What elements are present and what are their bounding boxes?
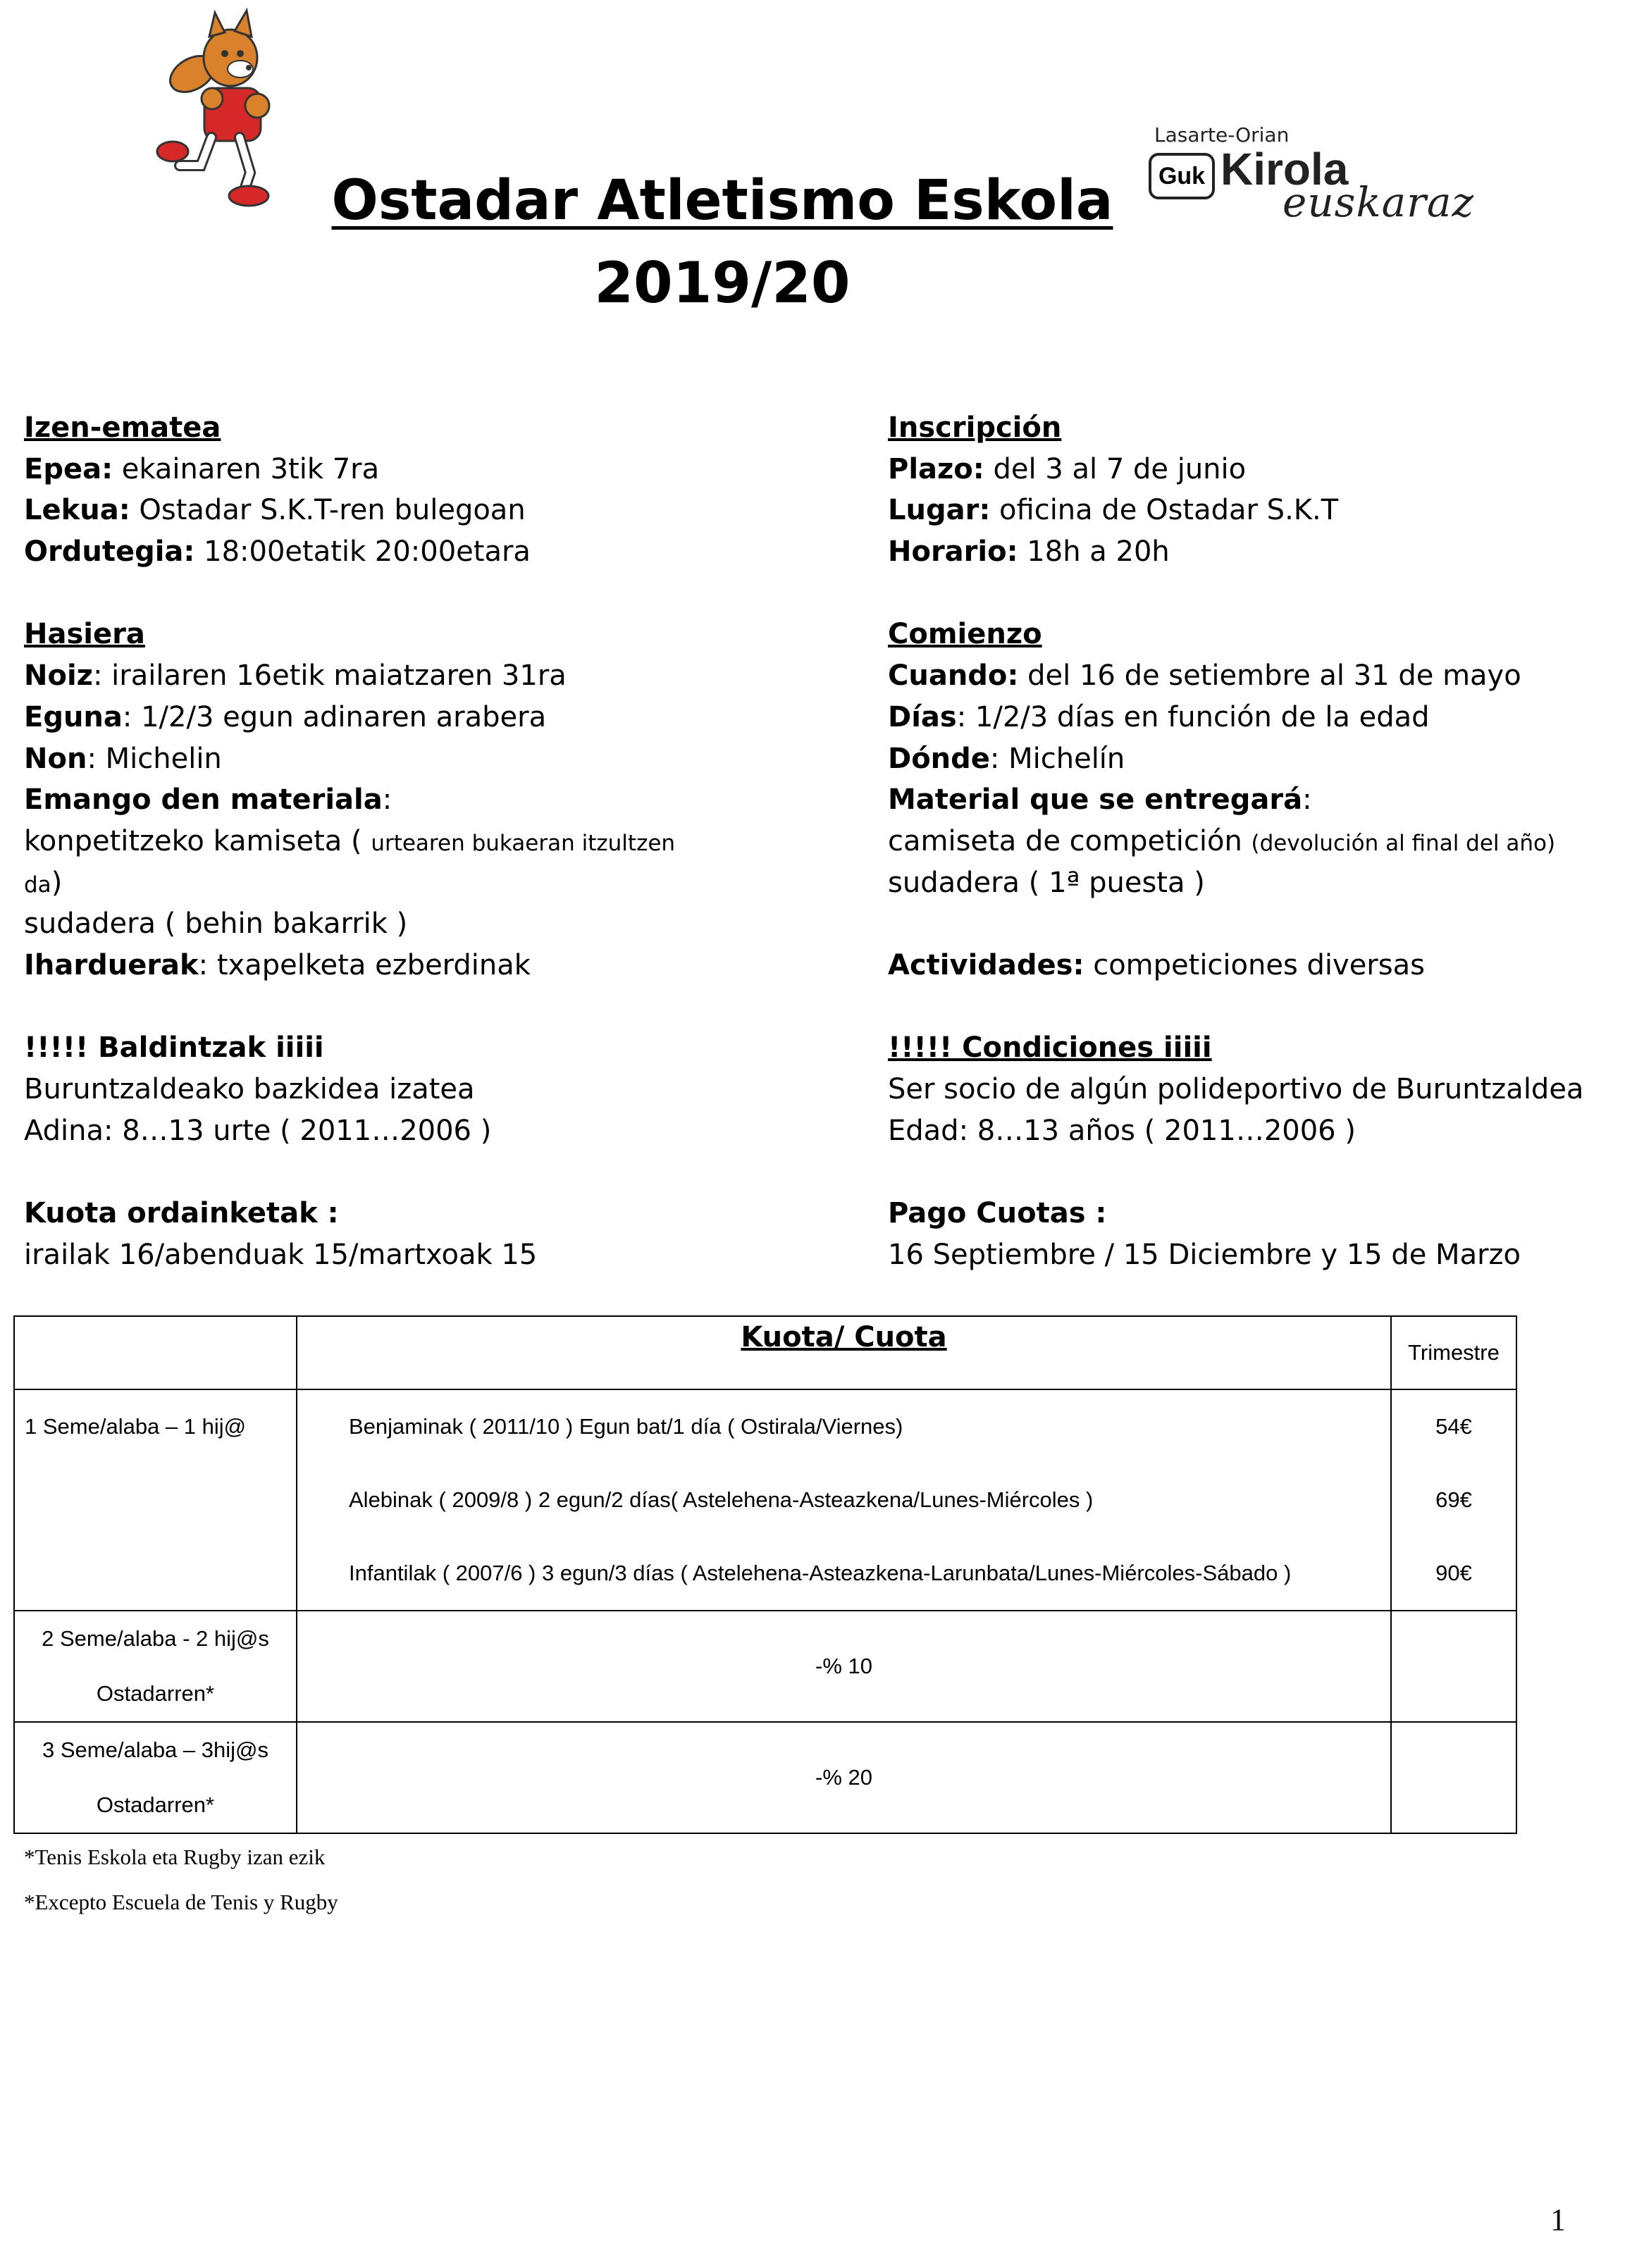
price-alevin: 69€ <box>1435 1487 1472 1512</box>
fee-table <box>13 1315 1517 1834</box>
fee-table-row-two-children <box>14 1611 1516 1722</box>
when-label-eu: Noiz <box>24 659 93 693</box>
material-label-eu: Emango den materiala <box>24 783 383 817</box>
conditions-heading-es: !!!!! Condiciones iiiii <box>888 1031 1212 1065</box>
two-children-label-line1: 2 Seme/alaba - 2 hij@s <box>42 1626 269 1651</box>
fees-value-eu: irailak 16/abenduak 15/martxoak 15 <box>24 1238 538 1271</box>
brand-euskaraz: euskaraz <box>1283 178 1475 226</box>
material-line2-es: sudadera ( 1ª puesta ) <box>888 866 1205 899</box>
day-label-es: Días <box>888 700 957 733</box>
page-number: 1 <box>1550 2202 1566 2237</box>
fee-table-row-three-children <box>14 1722 1516 1833</box>
three-children-discount: -% 20 <box>297 1722 1391 1833</box>
place-label-es: Lugar: <box>888 494 991 527</box>
fees-heading-eu: Kuota ordainketak : <box>24 1197 339 1230</box>
price-benjamin: 54€ <box>1435 1414 1472 1439</box>
footnote-basque: *Tenis Eskola eta Rugby izan ezik <box>24 1845 326 1869</box>
period-label-es: Plazo: <box>888 452 984 485</box>
day-label-eu: Eguna <box>24 700 123 733</box>
three-children-label-line1: 3 Seme/alaba – 3hij@s <box>42 1737 268 1762</box>
when-value-eu: : irailaren 16etik maiatzaren 31ra <box>92 659 567 693</box>
brand-kirola: Kirola <box>1220 144 1349 194</box>
condition2-es: Edad: 8…13 años ( 2011…2006 ) <box>888 1114 1356 1147</box>
fee-table-title: Kuota/ Cuota <box>297 1316 1391 1389</box>
when-label-es: Cuando: <box>888 659 1019 693</box>
activities-value-es: competiciones diversas <box>1084 948 1425 981</box>
page-title: Ostadar Atletismo Eskola <box>331 169 1113 233</box>
hours-label-es: Horario: <box>888 535 1018 569</box>
fees-value-es: 16 Septiembre / 15 Diciembre y 15 de Marzo <box>888 1238 1521 1271</box>
fee-table-period-header: Trimestre <box>1391 1316 1516 1389</box>
three-children-label-line2: Ostadarren* <box>96 1792 215 1817</box>
brand-guk-badge: Guk <box>1149 153 1215 199</box>
brand-tagline: Lasarte-Orian <box>1154 123 1290 147</box>
group-infantil: Infantilak ( 2007/6 ) 3 egun/3 días ( Astelehena-Asteazkena-Larunbata/Lunes-Miércoles-Sábado ) <box>349 1561 1292 1585</box>
hours-value-eu: 18:00etatik 20:00etara <box>194 535 531 569</box>
spanish-column <box>888 407 1635 1275</box>
one-child-label: 1 Seme/alaba – 1 hij@ <box>25 1414 247 1439</box>
condition2-eu: Adina: 8…13 urte ( 2011…2006 ) <box>24 1114 492 1147</box>
conditions-heading-eu: !!!!! Baldintzak iiiii <box>24 1031 324 1065</box>
material-line1-eu: konpetitzeko kamiseta ( <box>24 824 371 857</box>
where-value-es: : Michelín <box>989 742 1125 775</box>
fee-table-header-row <box>14 1316 1516 1389</box>
where-value-eu: : Michelin <box>87 742 222 775</box>
two-children-discount: -% 10 <box>297 1611 1391 1722</box>
material-line2-note-eu: da <box>24 872 51 898</box>
day-value-es: : 1/2/3 días en función de la edad <box>956 700 1430 733</box>
day-value-eu: : 1/2/3 egun adinaren arabera <box>122 700 547 733</box>
start-heading-eu: Hasiera <box>24 618 145 651</box>
registration-heading-es: Inscripción <box>888 411 1062 444</box>
material-line1-note-eu: urtearen bukaeran itzultzen <box>371 830 676 856</box>
basque-column <box>24 407 834 1275</box>
period-value-es: del 3 al 7 de junio <box>984 452 1247 485</box>
activities-label-es: Actividades: <box>888 948 1084 981</box>
price-infantil: 90€ <box>1435 1561 1472 1585</box>
condition1-eu: Buruntzaldeako bazkidea izatea <box>24 1073 475 1105</box>
two-children-label-line2: Ostadarren* <box>96 1681 215 1706</box>
where-label-es: Dónde <box>888 742 990 775</box>
hours-value-es: 18h a 20h <box>1018 535 1170 569</box>
registration-heading-eu: Izen-ematea <box>24 411 221 444</box>
material-line2-eu: ) <box>51 866 63 899</box>
fee-table-header-empty <box>14 1316 297 1389</box>
period-label-eu: Epea: <box>24 452 113 485</box>
material-line3-eu: sudadera ( behin bakarrik ) <box>24 907 408 941</box>
material-line1-note-es: (devolución al final del año) <box>1251 830 1556 856</box>
material-colon-eu: : <box>382 783 393 817</box>
fees-heading-es: Pago Cuotas : <box>888 1197 1107 1230</box>
place-label-eu: Lekua: <box>24 494 130 527</box>
hours-label-eu: Ordutegia: <box>24 535 195 569</box>
page-subtitle-year: 2019/20 <box>594 250 851 316</box>
period-value-eu: ekainaren 3tik 7ra <box>113 452 380 485</box>
footnote-spanish: *Excepto Escuela de Tenis y Rugby <box>24 1890 338 1914</box>
fee-table-row-one-child <box>14 1389 1516 1611</box>
place-value-es: oficina de Ostadar S.K.T <box>990 494 1339 527</box>
where-label-eu: Non <box>24 742 87 775</box>
material-label-es: Material que se entregará <box>888 783 1303 817</box>
activities-label-eu: Iharduerak <box>24 948 199 981</box>
when-value-es: del 16 de setiembre al 31 de mayo <box>1018 659 1521 693</box>
material-line1-es: camiseta de competición <box>888 824 1251 857</box>
group-benjamin: Benjaminak ( 2011/10 ) Egun bat/1 día ( Ostirala/Viernes) <box>349 1414 903 1439</box>
place-value-eu: Ostadar S.K.T-ren bulegoan <box>130 494 526 527</box>
group-alevin: Alebinak ( 2009/8 ) 2 egun/2 días( Astelehena-Asteazkena/Lunes-Miércoles ) <box>349 1487 1094 1512</box>
activities-value-eu: : txapelketa ezberdinak <box>198 948 531 981</box>
condition1-es: Ser socio de algún polideportivo de Buruntzaldea <box>888 1073 1584 1105</box>
start-heading-es: Comienzo <box>888 618 1042 651</box>
material-colon-es: : <box>1302 783 1312 817</box>
